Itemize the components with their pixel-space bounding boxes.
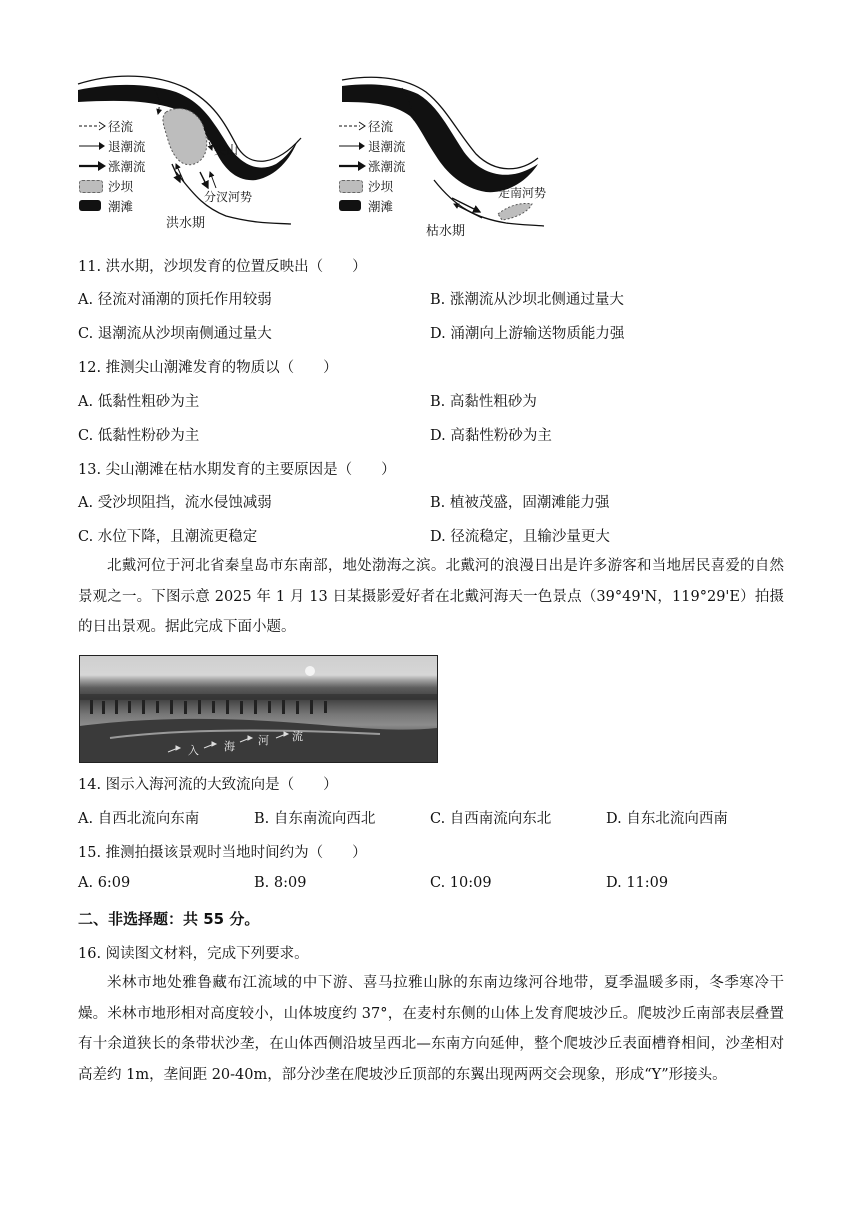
q12-option-d: D. 高黏性粉砂为主 xyxy=(430,428,552,444)
q15-option-a: A. 6:09 xyxy=(78,875,131,891)
section-heading: 二、非选择题：共 55 分。 xyxy=(78,910,260,928)
q15-option-b: B. 8:09 xyxy=(254,875,307,891)
question-14-stem: 14. 图示入海河流的大致流向是（ ） xyxy=(78,777,338,793)
photo-label: 流 xyxy=(292,730,303,743)
question-15-stem: 15. 推测拍摄该景观时当地时间约为（ ） xyxy=(78,845,367,861)
label-zounan: 走南河势 xyxy=(498,186,547,200)
legend-item: 退潮流 xyxy=(78,136,158,156)
q14-option-d: D. 自东北流向西南 xyxy=(606,811,728,827)
legend-item: 潮滩 xyxy=(78,196,158,216)
question-11-stem: 11. 洪水期，沙坝发育的位置反映出（ ） xyxy=(78,259,367,275)
legend-item: 涨潮流 xyxy=(338,156,418,176)
tidal-flat-swatch-icon xyxy=(339,200,361,211)
q13-option-a: A. 受沙坝阻挡，流水侵蚀减弱 xyxy=(78,495,272,511)
question-13-stem: 13. 尖山潮滩在枯水期发育的主要原因是（ ） xyxy=(78,462,396,478)
label-flood-season: 洪水期 xyxy=(166,216,206,231)
tidal-flat-swatch-icon xyxy=(79,200,101,211)
legend-item: 径流 xyxy=(338,116,418,136)
q15-option-d: D. 11:09 xyxy=(606,875,669,891)
legend-right xyxy=(338,116,418,216)
passage-milin: 米林市地处雅鲁藏布江流域的中下游、喜马拉雅山脉的东南边缘河谷地带，夏季温暖多雨，冬季寒冷干燥。米林市地形相对高度较小，山体坡度约 37°，在麦村东侧的山体上发育爬坡沙丘。爬坡沙丘南部表层叠置有十余道狭长的条带状沙垄，在山体西侧沿坡呈西北—东南方向延伸，整个爬坡沙丘表面槽脊相间，沙垄相对高差约 1m，垄间距 20-40m，部分沙垄在爬坡沙丘顶部的东翼出现两两交会现象，形成“Y”形接头。 xyxy=(78,975,784,1083)
flood-tide-arrow-icon xyxy=(338,161,366,171)
q13-option-d: D. 径流稳定，且输沙量更大 xyxy=(430,529,610,545)
q12-option-b: B. 高黏性粗砂为 xyxy=(430,394,537,410)
q11-option-c: C. 退潮流从沙坝南侧通过量大 xyxy=(78,326,272,342)
q14-option-a: A. 自西北流向东南 xyxy=(78,811,200,827)
q14-option-b: B. 自东南流向西北 xyxy=(254,811,376,827)
q13-option-c: C. 水位下降，且潮流更稳定 xyxy=(78,529,258,545)
photo-label: 河 xyxy=(258,734,269,747)
q11-option-d: D. 涌潮向上游输送物质能力强 xyxy=(430,326,625,342)
passage-beidaihe: 北戴河位于河北省秦皇岛市东南部，地处渤海之滨。北戴河的浪漫日出是许多游客和当地居民喜爱的自然景观之一。下图示意 2025 年 1 月 13 日某摄影爱好者在北戴河海天一色景点（39°49'N，119°29'E）拍摄的日出景观。据此完成下面小题。 xyxy=(78,558,784,635)
question-12-stem: 12. 推测尖山潮滩发育的物质以（ ） xyxy=(78,360,338,376)
legend-item: 退潮流 xyxy=(338,136,418,156)
question-16-stem: 16. 阅读图文材料，完成下列要求。 xyxy=(78,946,309,962)
flood-tide-arrow-icon xyxy=(78,161,106,171)
runoff-arrow-icon xyxy=(338,121,366,131)
q11-option-b: B. 涨潮流从沙坝北侧通过量大 xyxy=(430,292,624,308)
label-dry-season: 枯水期 xyxy=(426,224,466,239)
legend-left xyxy=(78,116,158,216)
legend-item: 涨潮流 xyxy=(78,156,158,176)
runoff-arrow-icon xyxy=(78,121,106,131)
q12-option-a: A. 低黏性粗砂为主 xyxy=(78,394,200,410)
legend-item: 沙坝 xyxy=(338,176,418,196)
q15-option-c: C. 10:09 xyxy=(430,875,492,891)
label-fencha: 分汊河势 xyxy=(204,190,253,204)
sandbar xyxy=(498,203,532,220)
q13-option-b: B. 植被茂盛，固潮滩能力强 xyxy=(430,495,610,511)
sunrise-photo xyxy=(79,655,438,763)
legend-item: 潮滩 xyxy=(338,196,418,216)
legend-item: 沙坝 xyxy=(78,176,158,196)
photo-label: 入 xyxy=(188,744,199,757)
q14-option-c: C. 自西南流向东北 xyxy=(430,811,552,827)
sandbar-swatch-icon xyxy=(339,180,363,193)
legend-item: 径流 xyxy=(78,116,158,136)
q12-option-c: C. 低黏性粉砂为主 xyxy=(78,428,200,444)
ebb-tide-arrow-icon xyxy=(338,141,366,151)
photo-label: 海 xyxy=(224,740,235,753)
q11-option-a: A. 径流对涌潮的顶托作用较弱 xyxy=(78,292,272,308)
label-jianshan: 尖山 xyxy=(214,143,239,157)
ebb-tide-arrow-icon xyxy=(78,141,106,151)
sandbar-swatch-icon xyxy=(79,180,103,193)
